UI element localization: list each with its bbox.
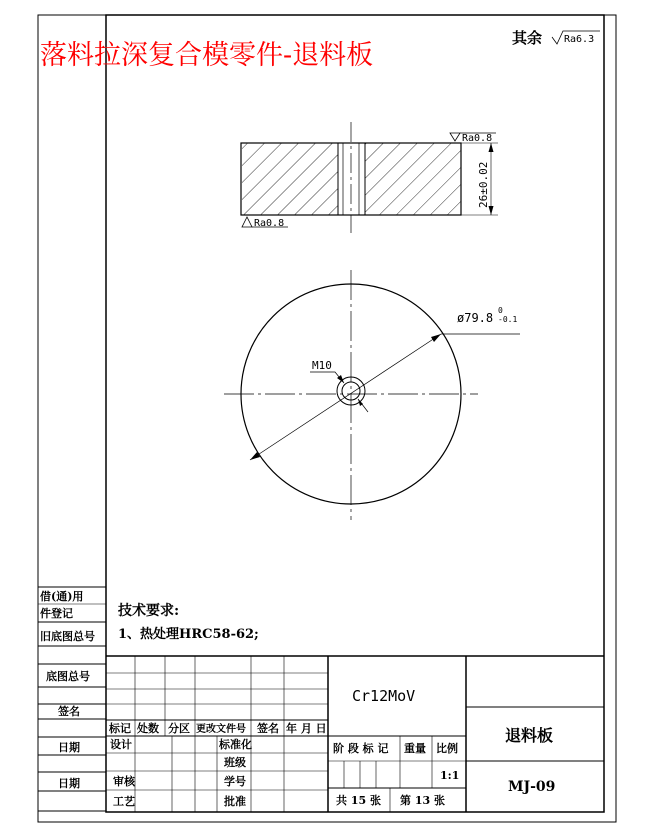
sheet-number: 第 13 张: [400, 794, 445, 807]
rev-header-zone: 分区: [168, 722, 190, 735]
diameter-tol-lower: -0.1: [498, 315, 518, 324]
thickness-dimension: 26±0.02: [477, 161, 490, 208]
role-student-no: 学号: [224, 775, 246, 788]
roughness-symbol-bottom: [242, 217, 252, 227]
role-design: 设计: [110, 738, 132, 751]
left-old-number-label: 旧底图总号: [40, 630, 95, 643]
scale-value: 1:1: [440, 769, 460, 782]
role-standard: 标准化: [219, 738, 252, 751]
thread-dimension: M10: [312, 359, 332, 372]
material: Cr12MoV: [352, 687, 416, 705]
surface-note-value: Ra6.3: [564, 34, 595, 45]
diameter-dimension: ø79.8: [457, 311, 494, 325]
drawing-title-red: 落料拉深复合模零件-退料板: [40, 40, 374, 71]
scale-header: 比例: [436, 742, 458, 755]
rev-header-date: 年 月 日: [286, 722, 327, 735]
rev-header-mark: 标记: [109, 722, 131, 735]
plan-view: [224, 270, 520, 520]
outer-frame: [38, 15, 616, 822]
roughness-top-value: Ra0.8: [462, 133, 493, 144]
weight-header: 重量: [404, 742, 426, 755]
role-approve: 批准: [224, 795, 246, 808]
roughness-symbol-top: [450, 133, 460, 141]
left-borrow-label: 借(通)用: [40, 590, 84, 603]
tech-req-heading: 技术要求:: [118, 603, 180, 619]
roughness-bottom-value: Ra0.8: [254, 218, 285, 229]
sheet-total: 共 15 张: [336, 794, 381, 807]
left-date-label-2: 日期: [58, 777, 80, 790]
stage-mark-header: 阶 段 标 记: [333, 742, 389, 755]
left-register-label: 件登记: [40, 607, 73, 620]
diameter-tol-upper: 0: [498, 306, 503, 315]
rev-header-count: 处数: [137, 722, 159, 735]
rev-header-doc: 更改文件号: [196, 724, 246, 735]
rev-header-sign: 签名: [257, 722, 279, 735]
role-grade: 班级: [224, 756, 246, 769]
drawing-number: MJ-09: [508, 779, 556, 795]
section-view: [241, 122, 498, 233]
left-base-number-label: 底图总号: [46, 670, 90, 683]
left-date-label-1: 日期: [58, 741, 80, 754]
surface-note-label: 其余: [512, 29, 543, 47]
role-review: 审核: [113, 775, 135, 788]
tech-req-item-1: 1、热处理HRC58-62;: [118, 627, 259, 642]
role-process: 工艺: [113, 795, 135, 808]
left-sign-label: 签名: [58, 705, 80, 718]
part-name: 退料板: [505, 726, 554, 745]
